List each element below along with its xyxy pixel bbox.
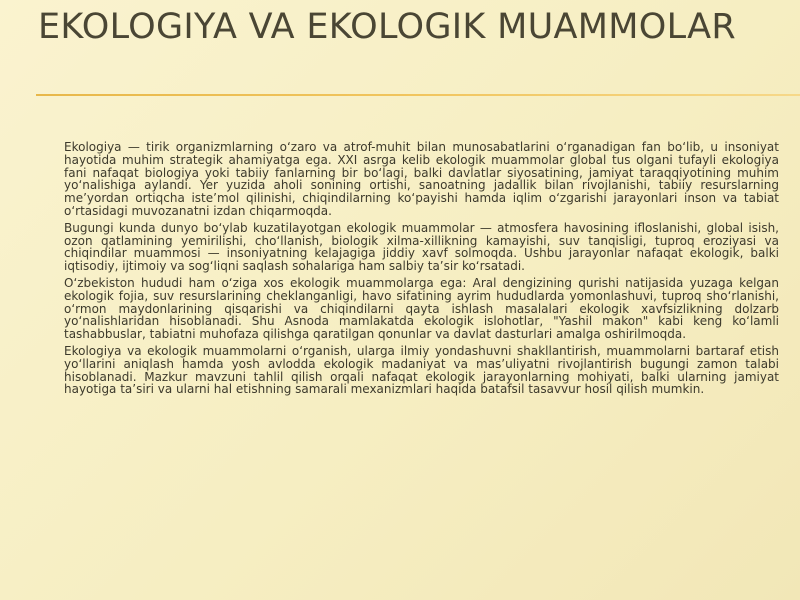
paragraph-4: Ekologiya va ekologik muammolarni o‘rganish, ularga ilmiy yondashuvni shakllantirish, muammolarni bartaraf etish yo‘llarini aniqlash hamda yosh avlodda ekologik madaniyat va mas’uliyatni rivojlantirish bugungi zamon talabi hisoblanadi. Mazkur mavzuni tahlil qilish orqali nafaqat ekologik jarayonlarning mohiyati, balki ularning jamiyat hayotiga ta’siri va ularni hal etishning samarali mexanizmlari haqida batafsil tasavvur hosil qilish mumkin.	[64, 343, 779, 397]
title-block	[38, 6, 778, 98]
paragraph-1: Ekologiya — tirik organizmlarning o‘zaro va atrof-muhit bilan munosabatlarini o‘rganadigan fan bo‘lib, u insoniyat hayotida muhim strategik ahamiyatga ega. XXI asrga kelib ekologik muammolar global tus olgani tufayli ekologiya fani nafaqat biologiya yoki tabiiy fanlarning bir bo‘lagi, balki davlatlar siyosatining, jamiyat taraqqiyotining muhim yo‘nalishiga aylandi. Yer yuzida aholi sonining ortishi, sanoatning jadallik bilan rivojlanishi, tabiiy resurslarning me’yordan ortiqcha iste’mol qilinishi, chiqindilarning ko‘payishi hamda iqlim o‘zgarishi jarayonlari inson va tabiat o‘rtasidagi muvozanatni izdan chiqarmoqda.	[64, 140, 779, 218]
paragraph-3: O‘zbekiston hududi ham o‘ziga xos ekologik muammolarga ega: Aral dengizining qurishi natijasida yuzaga kelgan ekologik fojia, suv resurslarining cheklanganligi, havo sifatining ayrim hududlarda yomonlashuvi, tuproq sho‘rlanishi, o‘rmon maydonlarining qisqarishi va chiqindilarni qayta ishlash masalalari ekologik xavfsizlikning dolzarb yo‘nalishlaridan hisoblanadi. Shu Asnoda mamlakatda ekologik islohotlar, "Yashil makon" kabi keng ko‘lamli tashabbuslar, tabiatni muhofaza qilishga qaratilgan qonunlar va davlat dasturlari amalga oshirilmoqda.	[64, 275, 779, 342]
slide-title: EKOLOGIYA VA EKOLOGIK MUAMMOLAR	[38, 7, 737, 47]
title-underline	[36, 94, 800, 96]
paragraph-2: Bugungi kunda dunyo bo‘ylab kuzatilayotgan ekologik muammolar — atmosfera havosining ifloslanishi, global isish, ozon qatlamining yemirilishi, cho‘llanish, biologik xilma-xillikning kamayishi, suv tanqisligi, tuproq eroziyasi va chiqindilar muammosi — insoniyatning kelajagiga jiddiy xavf solmoqda. Ushbu jarayonlar nafaqat ekologik, balki iqtisodiy, ijtimoiy va sog‘liqni saqlash sohalariga ham salbiy ta’sir ko‘rsatadi.	[64, 220, 779, 274]
slide-body	[64, 141, 779, 471]
